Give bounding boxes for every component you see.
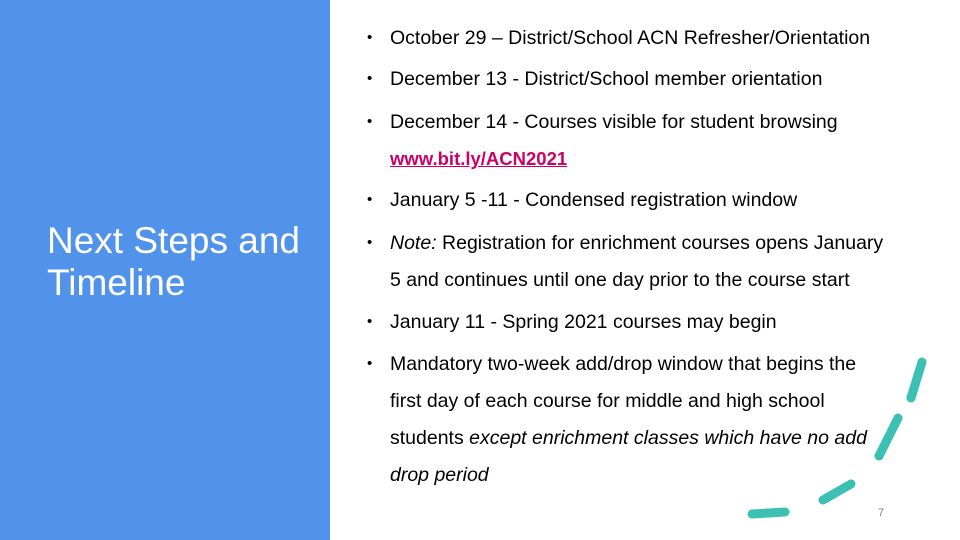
acn-link[interactable]: www.bit.ly/ACN2021: [390, 148, 568, 169]
add-drop-emphasis-end: drop period: [390, 464, 489, 486]
note-text: Registration for enrichment courses opens January: [436, 232, 884, 254]
dash-2: [879, 418, 898, 456]
bullet-october-29: October 29 – District/School ACN Refresher/Orientation: [390, 27, 871, 49]
note-text-line-2: 5 and continues until one day prior to the course start: [390, 269, 850, 291]
bullet-december-14: December 14 - Courses visible for student browsing: [390, 111, 838, 133]
dash-3: [823, 484, 851, 500]
bullet-marker: •: [367, 313, 373, 330]
bullet-marker: •: [367, 234, 373, 251]
slide-title: Next Steps and Timeline: [47, 220, 300, 303]
add-drop-plain: students: [390, 427, 470, 449]
add-drop-line-2: first day of each course for middle and high school: [390, 390, 825, 412]
note-label: Note:: [390, 232, 437, 254]
bullet-marker: •: [367, 70, 373, 87]
bullet-marker: •: [367, 29, 373, 46]
bullet-marker: •: [367, 191, 373, 208]
bullet-january-11: January 11 - Spring 2021 courses may begin: [390, 311, 777, 333]
bullet-add-drop: Mandatory two-week add/drop window that begins the: [390, 353, 857, 375]
bullet-december-13: December 13 - District/School member orientation: [390, 68, 823, 90]
bullet-marker: •: [367, 355, 373, 372]
page-number: 7: [878, 507, 885, 519]
dash-1: [911, 362, 922, 398]
bullet-marker: •: [367, 113, 373, 130]
dash-4: [752, 512, 785, 514]
add-drop-emphasis: except enrichment classes which have no add: [469, 427, 867, 449]
bullet-january-5: January 5 -11 - Condensed registration window: [390, 189, 798, 211]
